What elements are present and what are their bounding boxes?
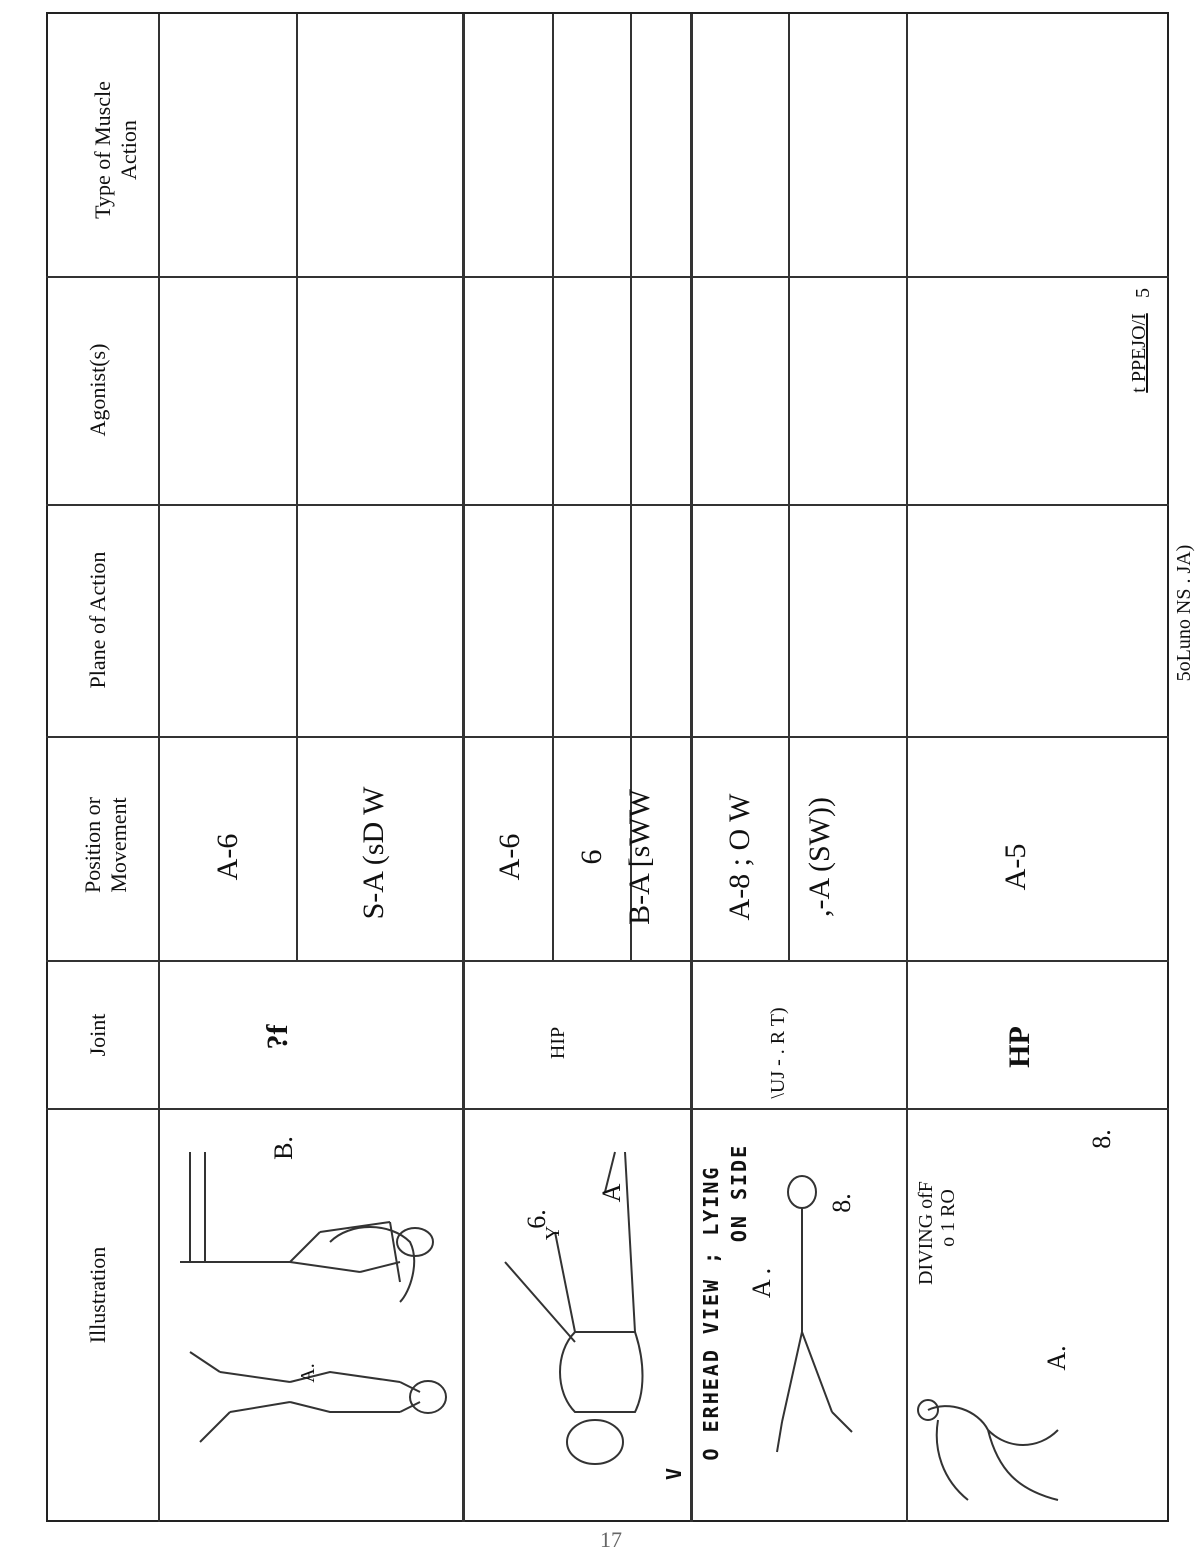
row2-label-c: Y [542,1225,564,1241]
row4-caption-1: DIVING ofF [915,1181,937,1285]
row3-joint: \UJ - . R T) [767,1007,789,1099]
header-joint: Joint [85,1013,110,1057]
row3-move-a: A-8 ; O W [723,793,756,921]
header-illustration: Illustration [85,1246,110,1344]
row4-caption-2: o 1 RO [937,1189,959,1247]
top-note-3: 5 [1132,288,1154,298]
row3-move-b: ,-A (SW)) [803,797,836,917]
row2-label-a: A [597,1183,626,1203]
side-figure-illustration [692,1112,906,1520]
divider [46,1108,1169,1110]
divider [906,14,908,1522]
row1-joint: ?f [261,1024,294,1050]
row4-label-b: 8. [1087,1129,1116,1149]
divider [46,504,1169,506]
row3-label-a: A . [747,1267,776,1299]
top-note-1: 5oLuno NS . JA) [1173,544,1195,682]
row1-move-a: A-6 [211,833,244,881]
header-type: Type of Muscle Action [90,81,141,219]
divider [46,736,1169,738]
divider [46,960,1169,962]
row2-move-b: 6 [575,849,608,865]
row1-move-b: S-A (sD W [357,786,390,920]
row2-move-a: A-6 [493,833,526,881]
header-position: Position or Movement [80,797,131,893]
row4-label-a: A. [1042,1345,1071,1371]
row2-label-b: 6. [522,1209,551,1229]
divider [552,14,554,962]
row4-move-a: A-5 [999,843,1032,891]
diving-figure-illustration [908,1390,1108,1520]
row1-label-a: A. [297,1363,319,1383]
divider [788,14,790,962]
standing-figures-illustration [160,1112,460,1520]
divider [296,14,298,962]
header-agonists: Agonist(s) [85,343,110,437]
header-plane: Plane of Action [85,551,110,689]
page-number: 17 [600,1527,622,1552]
row3-label-b: 8. [827,1193,856,1213]
divider [46,276,1169,278]
row2-move-c: B-A [sWW [623,789,656,925]
top-note-2: t PPEJO/I [1128,313,1150,393]
row2-joint: HIP [547,1026,569,1060]
lying-figure-illustration [465,1112,690,1520]
row1-label-b: B. [269,1136,298,1160]
row3-caption-1: V [662,1465,686,1481]
row3-caption-3: ON SIDE [727,1143,751,1243]
row3-caption-2: O ERHEAD VIEW ; LYING [699,1165,723,1461]
row4-joint: HP [1003,1026,1036,1068]
